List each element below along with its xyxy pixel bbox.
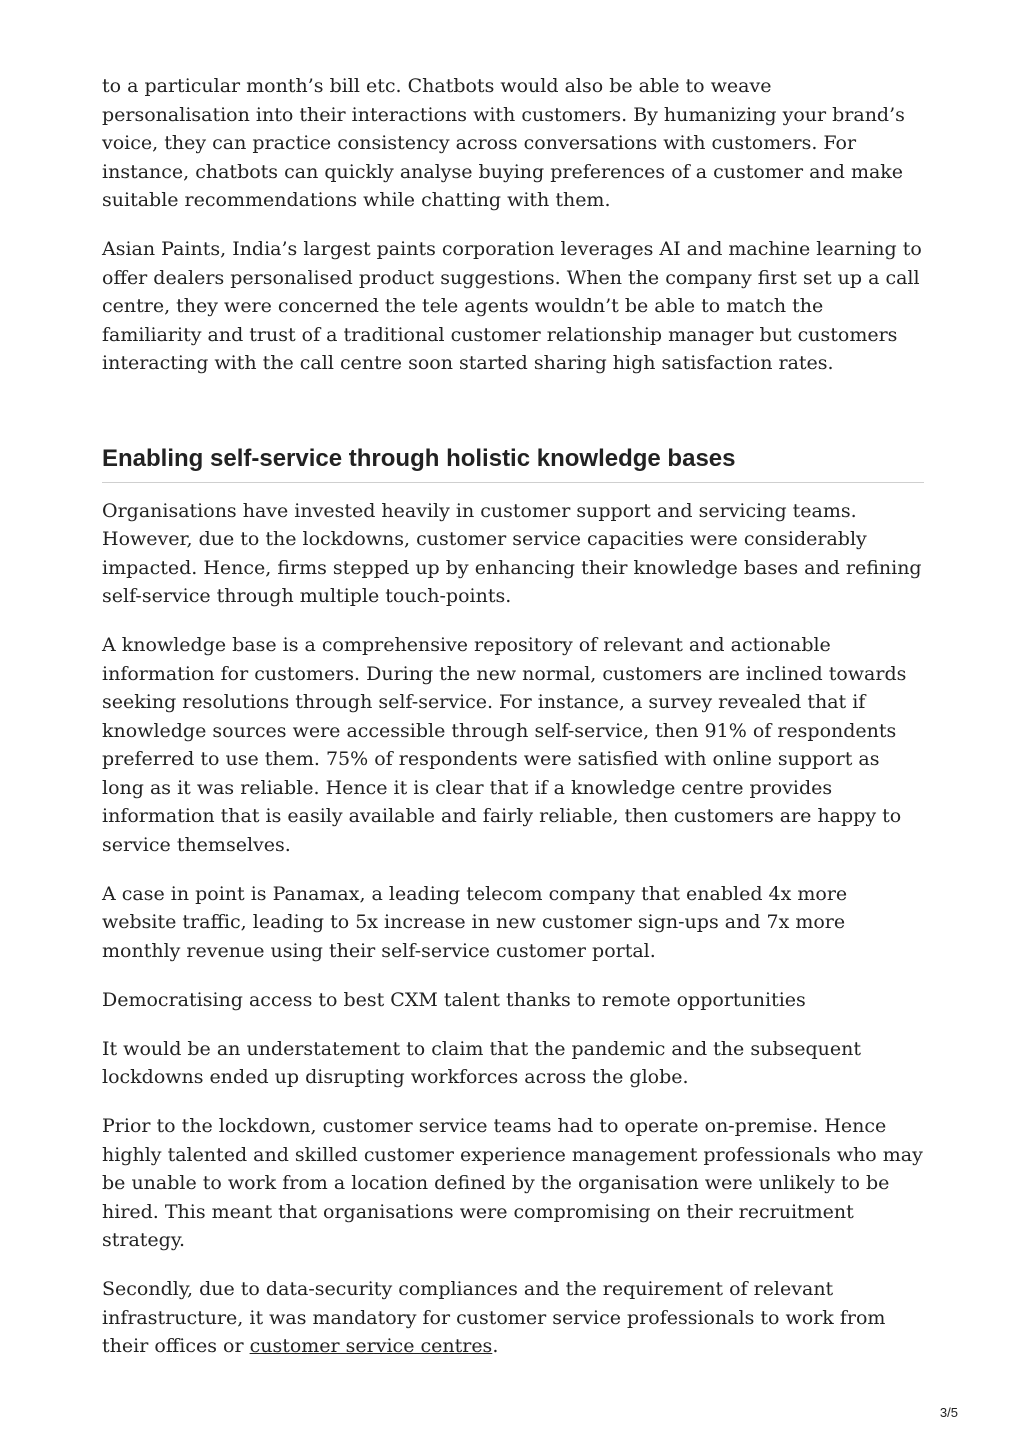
paragraph-knowledge-base: A knowledge base is a comprehensive repository of relevant and actionable information for customers. During the new normal, customers are inclined towards seeking resolutions through self-service. For instance, a survey revealed that if knowledge sources were accessible through self-service, then 91% of respondents preferred to use them. 75% of respondents were satisfied with online support as long as it was reliable. Hence it is clear that if a knowledge centre provides information that is easily available and fairly reliable, then customers are happy to service themselves. <box>102 634 907 856</box>
paragraph-democratising: Democratising access to best CXM talent thanks to remote opportunities <box>102 988 806 1011</box>
paragraph-chatbots: to a particular month’s bill etc. Chatbots would also be able to weave personalisation into their interactions with customers. By humanizing your brand’s voice, they can practice consistency across conversations with customers. For instance, chatbots can quickly analyse buying preferences of a customer and make suitable recommendations while chatting with them. <box>102 75 905 211</box>
paragraph-panamax: A case in point is Panamax, a leading telecom company that enabled 4x more website traffic, leading to 5x increase in new customer sign-ups and 7x more monthly revenue using their self-service customer portal. <box>102 882 848 962</box>
paragraph-asian-paints: Asian Paints, India’s largest paints corporation leverages AI and machine learning to offer dealers personalised product suggestions. When the company first set up a call centre, they were concerned the tele agents wouldn’t be able to match the familiarity and trust of a traditional customer relationship manager but customers interacting with the call centre soon started sharing high satisfaction rates. <box>102 238 922 374</box>
article-body <box>102 72 924 1381</box>
paragraph-secondly-end: . <box>492 1335 499 1357</box>
customer-service-centres-link[interactable]: customer service centres <box>249 1335 493 1357</box>
paragraph-secondly <box>102 1275 924 1361</box>
section-heading: Enabling self-service through holistic knowledge bases <box>102 444 924 483</box>
paragraph-prior-lockdown: Prior to the lockdown, customer service teams had to operate on-premise. Hence highly talented and skilled customer experience management professionals who may be unable to work from a location defined by the organisation were unlikely to be hired. This meant that organisations were compromising on their recruitment strategy. <box>102 1115 923 1251</box>
paragraph-understatement: It would be an understatement to claim that the pandemic and the subsequent lockdowns ended up disrupting workforces across the globe. <box>102 1037 861 1088</box>
paragraph-organisations: Organisations have invested heavily in customer support and servicing teams. However, due to the lockdowns, customer service capacities were considerably impacted. Hence, firms stepped up by enhancing their knowledge bases and refining self-service through multiple touch-points. <box>102 499 922 607</box>
page-number: 3/5 <box>939 1405 958 1420</box>
paragraph-secondly-text: Secondly, due to data-security compliances and the requirement of relevant infrastructure, it was mandatory for customer service professionals to work from their offices or <box>102 1278 886 1357</box>
